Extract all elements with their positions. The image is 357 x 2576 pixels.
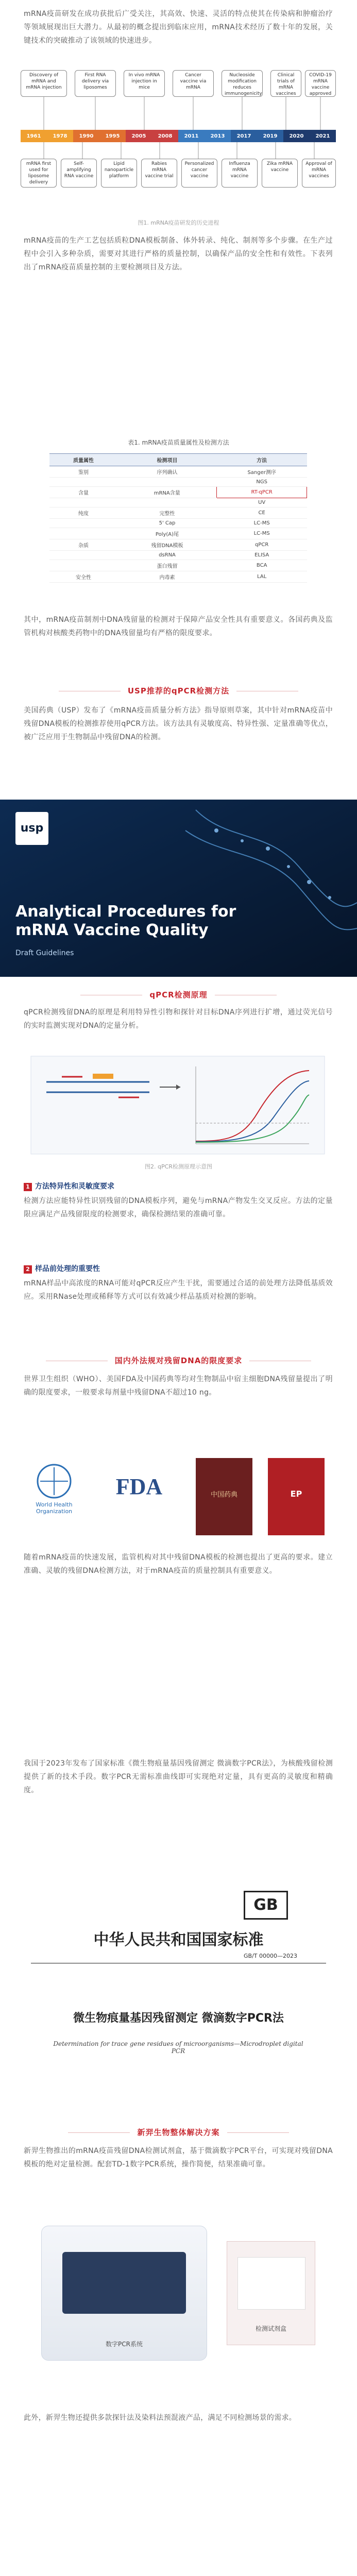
table-header: 方法 — [217, 454, 307, 466]
table-cell: 完整性 — [117, 507, 217, 519]
table-cell: 残留DNA模板 — [117, 539, 217, 551]
dpcr-instrument — [41, 2226, 207, 2361]
section1-paragraph: mRNA疫苗的生产工艺包括质粒DNA模板制备、体外转录、纯化、制剂等多个步骤。在生产过程中会引入多种杂质，需要对其进行严格的质量控制，以确保产品的安全性和有效性。下表列出了mRNA疫苗质量控制的主要检测项目及方法。 — [24, 236, 333, 272]
regulation-paragraph-2: 随着mRNA疫苗的快速发展，监管机构对其中残留DNA模板的检测也提出了更高的要求。建立准确、灵敏的残留DNA检测方法，对于mRNA疫苗的质量控制具有重要意义。 — [24, 1553, 333, 1575]
usp-banner — [0, 800, 357, 977]
timeline-year: 1990 — [79, 133, 94, 139]
table-cell: LC-MS — [217, 519, 307, 528]
point-text: 检测方法应能特异性识别残留的DNA模板序列，避免与mRNA产物发生交叉反应。方法的定量限应满足产品残留限度的检测要求，确保检测结果的准确可靠。 — [24, 1197, 333, 1218]
principle-figure — [0, 1051, 357, 1159]
timeline-figure — [0, 61, 357, 215]
timeline-box: Lipid nanoparticle platform — [101, 159, 137, 188]
instrument-screen — [62, 2252, 186, 2314]
table-row — [49, 551, 307, 560]
table-cell: 5' Cap — [117, 519, 217, 528]
gb-paragraph: 我国于2023年发布了国家标准《微生物痕量基因残留测定 微滴数字PCR法》，为核酸残留检测提供了新的技术手段。数字PCR无需标准曲线即可实现绝对定量，具有更高的灵敏度和精确度。 — [24, 1759, 333, 1794]
figure-caption: 图1. mRNA疫苗研发的历史进程 — [138, 219, 219, 226]
table-row — [49, 539, 307, 551]
usp-logo: usp — [15, 812, 48, 845]
timeline-year: 2005 — [131, 133, 146, 139]
timeline-box: COVID-19 mRNA vaccine approved — [305, 70, 336, 97]
table-cell: LAL — [217, 571, 307, 583]
regulation-paragraph: 世界卫生组织（WHO）、美国FDA及中国药典等均对生物制品中宿主细胞DNA残留量提出了明确的限度要求，一般要求每剂量中残留DNA不超过10 ng。 — [24, 1375, 333, 1397]
table-cell — [49, 519, 117, 528]
table-row — [49, 560, 307, 571]
who-logo: World Health Organization — [21, 1463, 88, 1530]
timeline-year-bar — [21, 130, 336, 142]
section1-paragraph-2: 其中，mRNA疫苗制剂中DNA残留量的检测对于保障产品安全性具有重要意义。各国药典及监管机构对核酸类药物中的DNA残留量均有严格的限度要求。 — [24, 616, 333, 637]
table-cell: 纯度 — [49, 507, 117, 519]
timeline-year: 2011 — [184, 133, 199, 139]
table-cell: ELISA — [217, 551, 307, 560]
table-cell: CE — [217, 507, 307, 519]
timeline-year: 2017 — [236, 133, 251, 139]
kit-label: 检测试剂盒 — [255, 2325, 286, 2332]
section-title: 国内外法规对残留DNA的限度要求 — [0, 1355, 357, 1366]
table-cell — [49, 528, 117, 539]
table-cell: 内毒素 — [117, 571, 217, 583]
usp-paragraph: 美国药典（USP）发布了《mRNA疫苗质量分析方法》指导原则草案，其中针对mRNA疫苗中残留DNA模板的检测推荐使用qPCR方法。该方法具有灵敏度高、特异性强、定量准确等优点，被广泛应用于生物制品中残留DNA的检测。 — [24, 706, 333, 741]
table-cell: NGS — [217, 478, 307, 487]
gb-number: GB/T 00000—2023 — [244, 1953, 297, 1959]
timeline-box: First RNA delivery via liposomes — [75, 70, 116, 97]
table-caption: 表1. mRNA疫苗质量属性及检测方法 — [128, 439, 229, 446]
timeline-box: Rabies mRNA vaccine trial — [141, 159, 177, 188]
table-cell: mRNA含量 — [117, 487, 217, 498]
table-cell: 蛋白残留 — [117, 560, 217, 571]
table-cell: 杂质 — [49, 539, 117, 551]
table-header: 质量属性 — [49, 454, 117, 466]
gb-standard-cover — [0, 1886, 357, 2092]
section-title: 新羿生物整体解决方案 — [0, 2127, 357, 2138]
reagent-kit — [227, 2241, 315, 2345]
point-text: mRNA样品中高浓度的RNA可能对qPCR反应产生干扰，需要通过合适的前处理方法降低基质效应。采用RNase处理或稀释等方式可以有效减少样品基质对检测的影响。 — [24, 1279, 333, 1301]
timeline-year: 2021 — [315, 133, 330, 139]
gb-header: 中华人民共和国国家标准 — [93, 1931, 264, 1949]
timeline-year: 1978 — [53, 133, 67, 139]
timeline-year: 2020 — [289, 133, 304, 139]
table-cell — [49, 551, 117, 560]
table-row — [49, 571, 307, 583]
gb-english-title: Determination for trace gene residues of microorganisms—Microdroplet digital PCR — [53, 2040, 303, 2055]
product-images — [0, 2215, 357, 2380]
solution-paragraph-2: 此外，新羿生物还提供多款探针法及染料法预混液产品，满足不同检测场景的需求。 — [24, 2414, 297, 2422]
table-row — [49, 528, 307, 539]
kit-box — [237, 2257, 305, 2310]
pharmacopoeia-book: 中国药典 — [196, 1458, 252, 1535]
timeline-year: 2019 — [263, 133, 278, 139]
table-cell — [49, 498, 117, 507]
timeline-year: 2008 — [158, 133, 173, 139]
intro-paragraph: mRNA疫苗研发在成功获批后广受关注，其高效、快速、灵活的特点使其在传染病和肿瘤治疗等领域展现出巨大潜力。从最初的概念提出到临床应用，mRNA技术经历了数十年的发展，关键技术的突破推动了该领域的快速进步。 — [24, 10, 333, 45]
qpcr-diagram — [0, 1051, 357, 1159]
timeline-box: Personalized cancer vaccine — [181, 159, 217, 188]
table-cell: UV — [217, 498, 307, 507]
timeline-box: Nucleoside modification reduces immunogenicity — [222, 70, 263, 97]
table-row — [49, 466, 307, 478]
table-cell: RT-qPCR — [217, 487, 307, 498]
table-cell: qPCR — [217, 539, 307, 551]
quality-attribute-table — [49, 453, 307, 583]
timeline-year: 1961 — [26, 133, 41, 139]
timeline-box: In vivo mRNA injection in mice — [124, 70, 165, 97]
fda-logo: FDA — [115, 1474, 163, 1499]
table-cell: 鉴别 — [49, 466, 117, 478]
table-cell: BCA — [217, 560, 307, 571]
solution-paragraph: 新羿生物推出的mRNA疫苗残留DNA检测试剂盒，基于微滴数字PCR平台，可实现对残留DNA模板的绝对定量检测。配套TD-1数字PCR系统，操作简便，结果准确可靠。 — [24, 2147, 333, 2168]
timeline-years — [21, 130, 336, 142]
timeline-box: Cancer vaccine via mRNA — [173, 70, 214, 97]
table-cell: dsRNA — [117, 551, 217, 560]
timeline-box: Self-amplifying RNA vaccine — [61, 159, 97, 188]
regulator-logos — [0, 1453, 357, 1540]
timeline-box: Zika mRNA vaccine — [262, 159, 298, 188]
table-cell — [49, 560, 117, 571]
table-row — [49, 487, 307, 498]
timeline-year: 2013 — [210, 133, 225, 139]
gb-logo: GB — [244, 1891, 288, 1920]
table-row — [49, 498, 307, 507]
table-row — [49, 478, 307, 487]
table-cell: 序列确认 — [117, 466, 217, 478]
table-cell: 含量 — [49, 487, 117, 498]
ep-book: EP — [268, 1458, 325, 1535]
table-row — [49, 519, 307, 528]
table-cell — [49, 478, 117, 487]
table-cell: LC-MS — [217, 528, 307, 539]
timeline-box: mRNA first used for liposome delivery — [21, 159, 57, 188]
banner-subtitle: Draft Guidelines — [15, 949, 74, 957]
table-row — [49, 507, 307, 519]
section-title: USP推荐的qPCR检测方法 — [0, 685, 357, 696]
section-title: qPCR检测原理 — [0, 989, 357, 1000]
timeline-box: Approval of mRNA vaccines — [302, 159, 336, 188]
table-cell — [117, 498, 217, 507]
timeline-box: Discovery of mRNA and mRNA injection — [21, 70, 67, 97]
timeline-year: 1995 — [105, 133, 120, 139]
table-cell: 安全性 — [49, 571, 117, 583]
table-cell: Sanger测序 — [217, 466, 307, 478]
point-heading: 1 方法特异性和灵敏度要求 — [24, 1181, 114, 1191]
gb-title: 微生物痕量基因残留测定 微滴数字PCR法 — [73, 2012, 284, 2025]
table-cell: Poly(A)尾 — [117, 528, 217, 539]
timeline-box: Clinical trials of mRNA vaccines — [270, 70, 301, 97]
figure-caption: 图2. qPCR检测原理示意图 — [145, 1163, 212, 1170]
table-header: 检测项目 — [117, 454, 217, 466]
timeline-box: Influenza mRNA vaccine — [222, 159, 258, 188]
table-cell — [117, 478, 217, 487]
banner-title: Analytical Procedures for mRNA Vaccine Quality — [15, 903, 236, 939]
principle-paragraph: qPCR检测残留DNA的原理是利用特异性引物和探针对目标DNA序列进行扩增，通过荧光信号的实时监测实现对DNA的定量分析。 — [24, 1008, 333, 1030]
point-heading: 2 样品前处理的重要性 — [24, 1263, 100, 1274]
instrument-label: 数字PCR系统 — [106, 2341, 143, 2348]
